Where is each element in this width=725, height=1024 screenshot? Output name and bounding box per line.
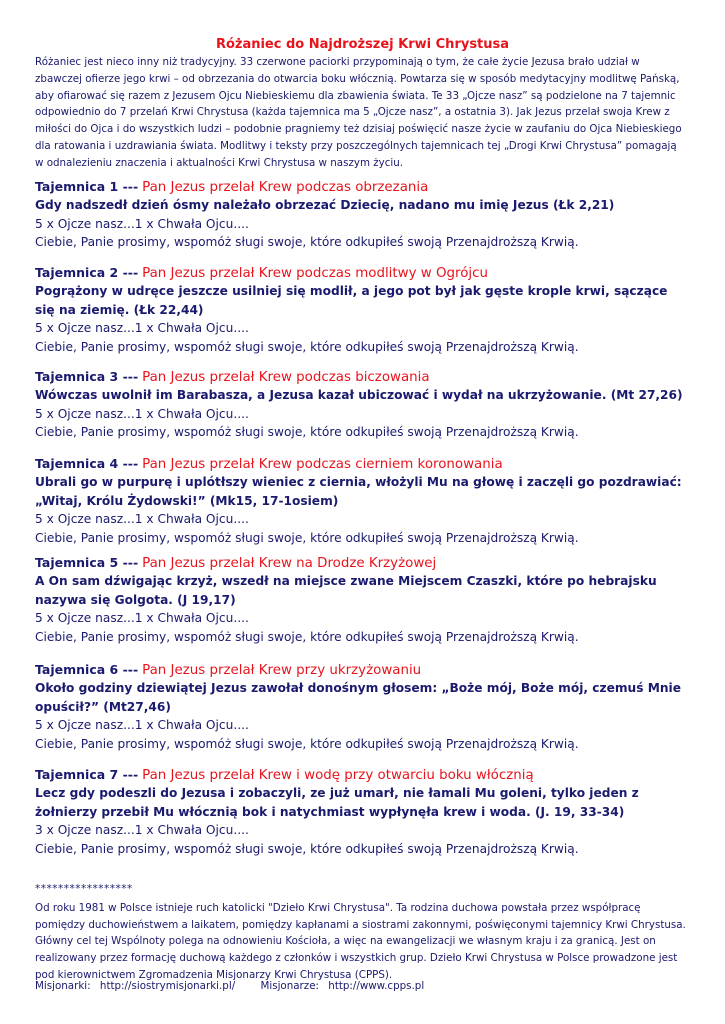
mystery-number: Tajemnica 6 --- bbox=[35, 662, 139, 677]
fathers-label: Misjonarze: bbox=[260, 980, 320, 992]
mystery-title: Pan Jezus przelał Krew i wodę przy otwarciu boku włócznią bbox=[142, 768, 534, 783]
mystery-5 bbox=[35, 553, 690, 646]
mystery-6 bbox=[35, 660, 690, 753]
mystery-3 bbox=[35, 367, 690, 442]
mystery-number: Tajemnica 3 --- bbox=[35, 369, 139, 384]
mystery-1 bbox=[35, 177, 690, 252]
sisters-link[interactable]: http://siostrymisjonarki.pl/ bbox=[99, 980, 236, 992]
mystery-title: Pan Jezus przelał Krew podczas modlitwy w Ogrójcu bbox=[142, 266, 488, 281]
mystery-petition: Ciebie, Panie prosimy, wspomóż sługi swoje, które odkupiłeś swoją Przenajdroższą Krwią. bbox=[35, 629, 579, 644]
separator-stars: ***************** bbox=[35, 883, 133, 895]
mystery-title: Pan Jezus przelał Krew na Drodze Krzyżowej bbox=[142, 556, 437, 571]
mystery-2 bbox=[35, 263, 690, 356]
mystery-prayers: 5 x Ojcze nasz...1 x Chwała Ojcu.... bbox=[35, 718, 249, 732]
mystery-title: Pan Jezus przelał Krew podczas biczowania bbox=[142, 370, 430, 385]
mystery-number: Tajemnica 7 --- bbox=[35, 767, 139, 782]
mystery-scripture: Około godziny dziewiątej Jezus zawołał donośnym głosem: „Boże mój, Boże mój, czemuś Mnie opuścił?” (Mt27,46) bbox=[35, 681, 681, 714]
mystery-prayers: 5 x Ojcze nasz...1 x Chwała Ojcu.... bbox=[35, 406, 249, 421]
mystery-petition: Ciebie, Panie prosimy, wspomóż sługi swoje, które odkupiłeś swoją Przenajdroższą Krwią. bbox=[35, 339, 579, 354]
mystery-number: Tajemnica 4 --- bbox=[35, 456, 139, 471]
mystery-prayers: 5 x Ojcze nasz...1 x Chwała Ojcu.... bbox=[35, 512, 249, 526]
mystery-prayers: 3 x Ojcze nasz...1 x Chwała Ojcu.... bbox=[35, 823, 249, 837]
mystery-scripture: Pogrążony w udręce jeszcze usilniej się modlił, a jego pot był jak gęste krople krwi, sączące się na ziemię. (Łk 22,44) bbox=[35, 284, 668, 317]
mystery-petition: Ciebie, Panie prosimy, wspomóż sługi swoje, które odkupiłeś swoją Przenajdroższą Krwią. bbox=[35, 736, 579, 751]
mystery-scripture: Ubrali go w purpurę i uplótłszy wieniec z ciernia, włożyli Mu na głowę i zaczęli go pozdrawiać: „Witaj, Królu Żydowski!” (Mk15, 17-1osiem) bbox=[35, 475, 682, 508]
fathers-link[interactable]: http://www.cpps.pl bbox=[328, 980, 425, 992]
intro-paragraph: Różaniec jest nieco inny niż tradycyjny. 33 czerwone paciorki przypominają o tym, że całe życie Jezusa brało udział w zbawczej ofierze jego krwi – od obrzezania do otwarcia boku włócznią. Powtarza się w sposób medytacyjny modlitwę Pańską, aby ofiarować się razem z Jezusem Ojcu Niebieskiemu dla zbawienia świata. Te 33 „Ojcze nasz” są podzielone na 7 tajemnic odpowiednio do 7 przelań Krwi Chrystusa (każda tajemnica ma 5 „Ojcze nasz”, a ostatnia 3). Jak Jezus przelał swoja Krew z miłości do Ojca i do wszystkich ludzi – podobnie pragniemy też dzisiaj poświęcić nasze życie w zaufaniu do Ojca Niebieskiego dla ratowania i uzdrawiania świata. Modlitwy i teksty przy poszczególnych tajemnicach tej „Drogi Krwi Chrystusa” pomagają w odnalezieniu znaczenia i aktualności Krwi Chrystusa w naszym życiu. bbox=[35, 56, 682, 169]
footer-paragraph: Od roku 1981 w Polsce istnieje ruch katolicki "Dzieło Krwi Chrystusa". Ta rodzina duchowa powstała przez współpracę pomiędzy duchowieństwem a laikatem, pomiędzy kapłanami a siostrami zakonnymi, poświęconymi tajemnicy Krwi Chrystusa. Główny cel tej Wspólnoty polega na odnowieniu Kościoła, a więc na ewangelizacji we własnym kraju i za granicą. Jest on realizowany przez formację duchową każdego z członków i wszystkich grup. Dzieło Krwi Chrystusa w Polsce prowadzone jest pod kierownictwem Zgromadzenia Misjonarzy Krwi Chrystusa (CPPS). bbox=[35, 902, 686, 981]
mystery-petition: Ciebie, Panie prosimy, wspomóż sługi swoje, które odkupiłeś swoją Przenajdroższą Krwią. bbox=[35, 425, 579, 439]
mystery-prayers: 5 x Ojcze nasz...1 x Chwała Ojcu.... bbox=[35, 321, 249, 335]
links-row bbox=[35, 980, 424, 992]
mystery-petition: Ciebie, Panie prosimy, wspomóż sługi swoje, które odkupiłeś swoją Przenajdroższą Krwią. bbox=[35, 235, 579, 249]
mystery-petition: Ciebie, Panie prosimy, wspomóż sługi swoje, które odkupiłeś swoją Przenajdroższą Krwią. bbox=[35, 530, 579, 545]
mystery-number: Tajemnica 1 --- bbox=[35, 179, 139, 194]
mystery-7 bbox=[35, 765, 690, 858]
mystery-prayers: 5 x Ojcze nasz...1 x Chwała Ojcu.... bbox=[35, 611, 249, 625]
mystery-scripture: Wówczas uwolnił im Barabasza, a Jezusa kazał ubiczować i wydał na ukrzyżowanie. (Mt 27,26) bbox=[35, 388, 683, 402]
page-title: Różaniec do Najdroższej Krwi Chrystusa bbox=[215, 37, 510, 52]
mystery-scripture: A On sam dźwigając krzyż, wszedł na miejsce zwane Miejscem Czaszki, które po hebrajsku nazywa się Golgota. (J 19,17) bbox=[35, 574, 657, 607]
mystery-prayers: 5 x Ojcze nasz...1 x Chwała Ojcu.... bbox=[35, 216, 249, 231]
mystery-petition: Ciebie, Panie prosimy, wspomóż sługi swoje, które odkupiłeś swoją Przenajdroższą Krwią. bbox=[35, 841, 579, 856]
mystery-scripture: Gdy nadszedł dzień ósmy należało obrzezać Dziecię, nadano mu imię Jezus (Łk 2,21) bbox=[35, 198, 615, 212]
mystery-scripture: Lecz gdy podeszli do Jezusa i zobaczyli, ze już umarł, nie łamali Mu goleni, tylko jeden z żołnierzy przebił Mu włócznią bok i natychmiast wypłynęła krew i woda. (J. 19, 33-34) bbox=[35, 786, 639, 819]
mystery-title: Pan Jezus przelał Krew przy ukrzyżowaniu bbox=[142, 663, 422, 678]
sisters-label: Misjonarki: bbox=[35, 980, 91, 992]
mystery-4 bbox=[35, 454, 690, 547]
mystery-number: Tajemnica 2 --- bbox=[35, 265, 139, 280]
mystery-title: Pan Jezus przelał Krew podczas obrzezania bbox=[142, 180, 429, 195]
mystery-number: Tajemnica 5 --- bbox=[35, 555, 139, 570]
mystery-title: Pan Jezus przelał Krew podczas cierniem koronowania bbox=[142, 457, 503, 472]
